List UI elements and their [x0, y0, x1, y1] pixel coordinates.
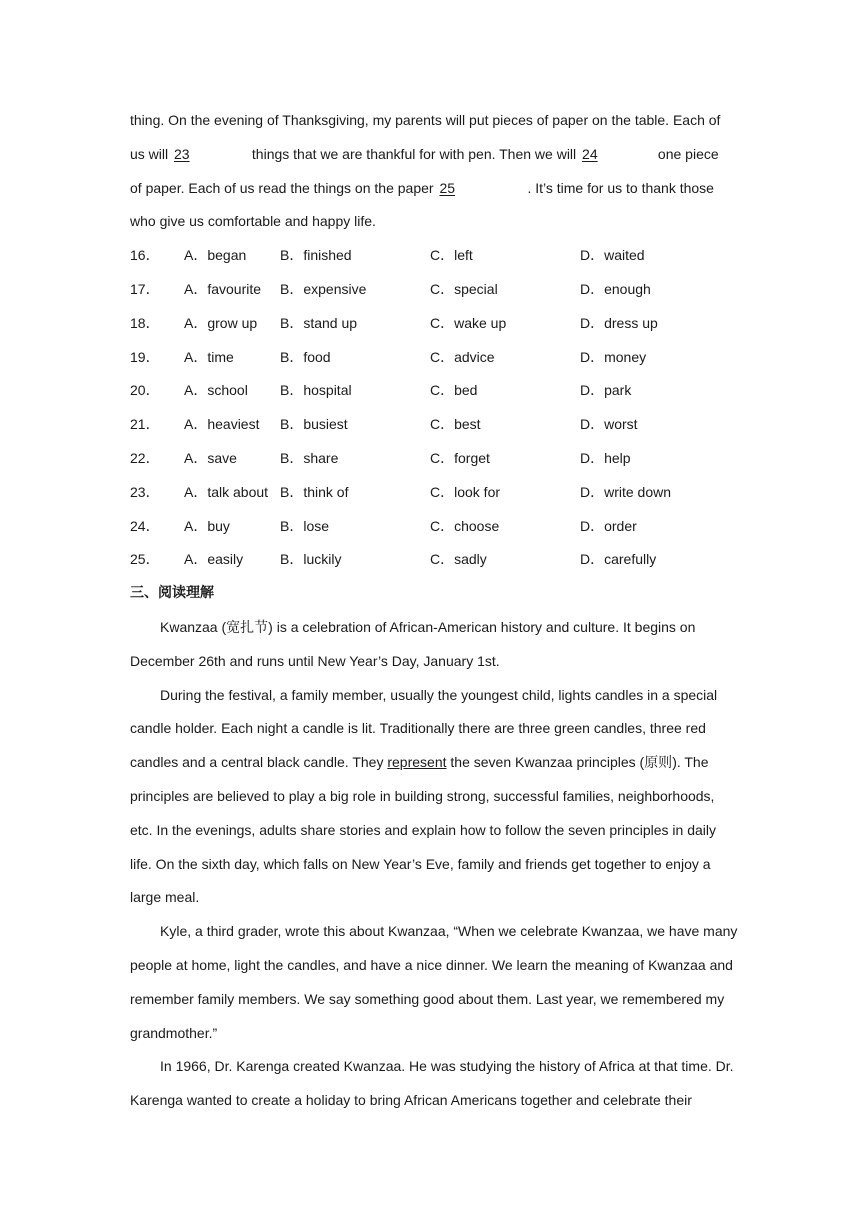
chinese-gloss: 宽扎节	[226, 619, 269, 636]
option-c: C．choose	[430, 517, 500, 534]
text-line: grandmother.”	[130, 1024, 218, 1041]
option-c: C．special	[430, 280, 498, 297]
question-row	[130, 510, 730, 544]
option-c: C．look for	[430, 483, 501, 500]
text-segment: one piece	[654, 145, 719, 162]
option-b: B．expensive	[280, 280, 367, 297]
text-line	[130, 611, 730, 645]
option-a: A．grow up	[184, 314, 258, 331]
text-line: Kyle, a third grader, wrote this about Kwanzaa, “When we celebrate Kwanzaa, we have many	[160, 923, 738, 940]
question-number: 25．	[130, 551, 160, 568]
text-line: large meal.	[130, 889, 200, 906]
option-b: B．think of	[280, 483, 349, 500]
question-number: 17．	[130, 280, 160, 297]
text-line: During the festival, a family member, usually the youngest child, lights candles in a special	[160, 686, 718, 703]
text-segment: us will	[130, 145, 173, 162]
option-d: D．write down	[580, 483, 672, 500]
option-c: C．bed	[430, 382, 478, 399]
option-a: A．easily	[184, 551, 244, 568]
option-d: D．help	[580, 449, 631, 466]
text-line: December 26th and runs until New Year’s Day, January 1st.	[130, 652, 500, 669]
underlined-word: represent	[387, 754, 447, 771]
option-d: D．carefully	[580, 551, 657, 568]
chinese-gloss: 原则	[644, 755, 673, 772]
question-row	[130, 239, 730, 273]
question-number: 20．	[130, 382, 160, 399]
question-number: 23．	[130, 483, 160, 500]
option-a: A．time	[184, 348, 234, 365]
option-d: D．money	[580, 348, 647, 365]
option-c: C．best	[430, 416, 481, 433]
option-d: D．park	[580, 382, 632, 399]
text-segment: the seven Kwanzaa principles (	[446, 754, 645, 771]
option-d: D．enough	[580, 280, 651, 297]
text-line: In 1966, Dr. Karenga created Kwanzaa. He was studying the history of Africa at that time. Dr.	[160, 1058, 734, 1075]
question-number: 18．	[130, 314, 160, 331]
text-line: who give us comfortable and happy life.	[130, 213, 376, 230]
option-c: C．left	[430, 247, 473, 264]
question-row	[130, 543, 730, 577]
question-row	[130, 273, 730, 307]
text-line: people at home, light the candles, and have a nice dinner. We learn the meaning of Kwanzaa and	[130, 956, 733, 973]
option-b: B．finished	[280, 247, 352, 264]
option-c: C．forget	[430, 449, 490, 466]
text-segment: candles and a central black candle. They	[130, 754, 388, 771]
text-line	[130, 172, 730, 206]
option-b: B．share	[280, 449, 339, 466]
question-number: 24．	[130, 517, 160, 534]
text-line: Karenga wanted to create a holiday to bring African Americans together and celebrate their	[130, 1092, 692, 1109]
option-b: B．hospital	[280, 382, 352, 399]
option-c: C．advice	[430, 348, 495, 365]
question-row	[130, 408, 730, 442]
text-line	[130, 746, 730, 780]
blank-24: 24	[582, 145, 598, 162]
text-segment: . It’s time for us to thank those	[527, 179, 714, 196]
question-list	[130, 239, 730, 577]
text-segment: ). The	[672, 754, 709, 771]
question-number: 16．	[130, 247, 160, 264]
option-a: A．favourite	[184, 280, 262, 297]
text-line: principles are believed to play a big role in building strong, successful families, neighborhoods,	[130, 787, 715, 804]
option-b: B．busiest	[280, 416, 348, 433]
option-a: A．talk about	[184, 483, 269, 500]
option-d: D．waited	[580, 247, 645, 264]
option-c: C．wake up	[430, 314, 507, 331]
option-a: A．save	[184, 449, 237, 466]
section-heading: 三、阅读理解	[130, 585, 214, 602]
question-row	[130, 442, 730, 476]
text-line: thing. On the evening of Thanksgiving, my parents will put pieces of paper on the table. Each of	[130, 112, 721, 128]
option-a: A．began	[184, 247, 247, 264]
question-number: 21．	[130, 416, 160, 433]
text-line: remember family members. We say something good about them. Last year, we remembered my	[130, 990, 725, 1007]
option-b: B．stand up	[280, 314, 358, 331]
text-segment: things that we are thankful for with pen. Then we will	[248, 145, 581, 162]
option-d: D．order	[580, 517, 637, 534]
option-b: B．lose	[280, 517, 330, 534]
text-segment: Kwanzaa (	[160, 618, 227, 635]
question-number: 19．	[130, 348, 160, 365]
text-segment: ) is a celebration of African-American history and culture. It begins on	[268, 618, 696, 635]
question-number: 22．	[130, 449, 160, 466]
option-a: A．school	[184, 382, 248, 399]
option-b: B．food	[280, 348, 331, 365]
question-row	[130, 307, 730, 341]
blank-23: 23	[174, 145, 190, 162]
option-b: B．luckily	[280, 551, 342, 568]
page-content	[130, 104, 738, 1118]
question-row	[130, 374, 730, 408]
question-row	[130, 341, 730, 375]
text-line: etc. In the evenings, adults share stories and explain how to follow the seven principles in daily	[130, 821, 717, 838]
blank-25: 25	[439, 179, 456, 196]
text-segment: of paper. Each of us read the things on the paper	[130, 179, 438, 196]
option-a: A．heaviest	[184, 416, 260, 433]
text-line	[130, 138, 730, 172]
option-a: A．buy	[184, 517, 230, 534]
text-line: life. On the sixth day, which falls on New Year’s Eve, family and friends get together to enjoy a	[130, 855, 711, 872]
option-d: D．worst	[580, 416, 638, 433]
question-row	[130, 476, 730, 510]
option-d: D．dress up	[580, 314, 658, 331]
text-line: candle holder. Each night a candle is lit. Traditionally there are three green candles, three red	[130, 720, 706, 737]
option-c: C．sadly	[430, 551, 487, 568]
